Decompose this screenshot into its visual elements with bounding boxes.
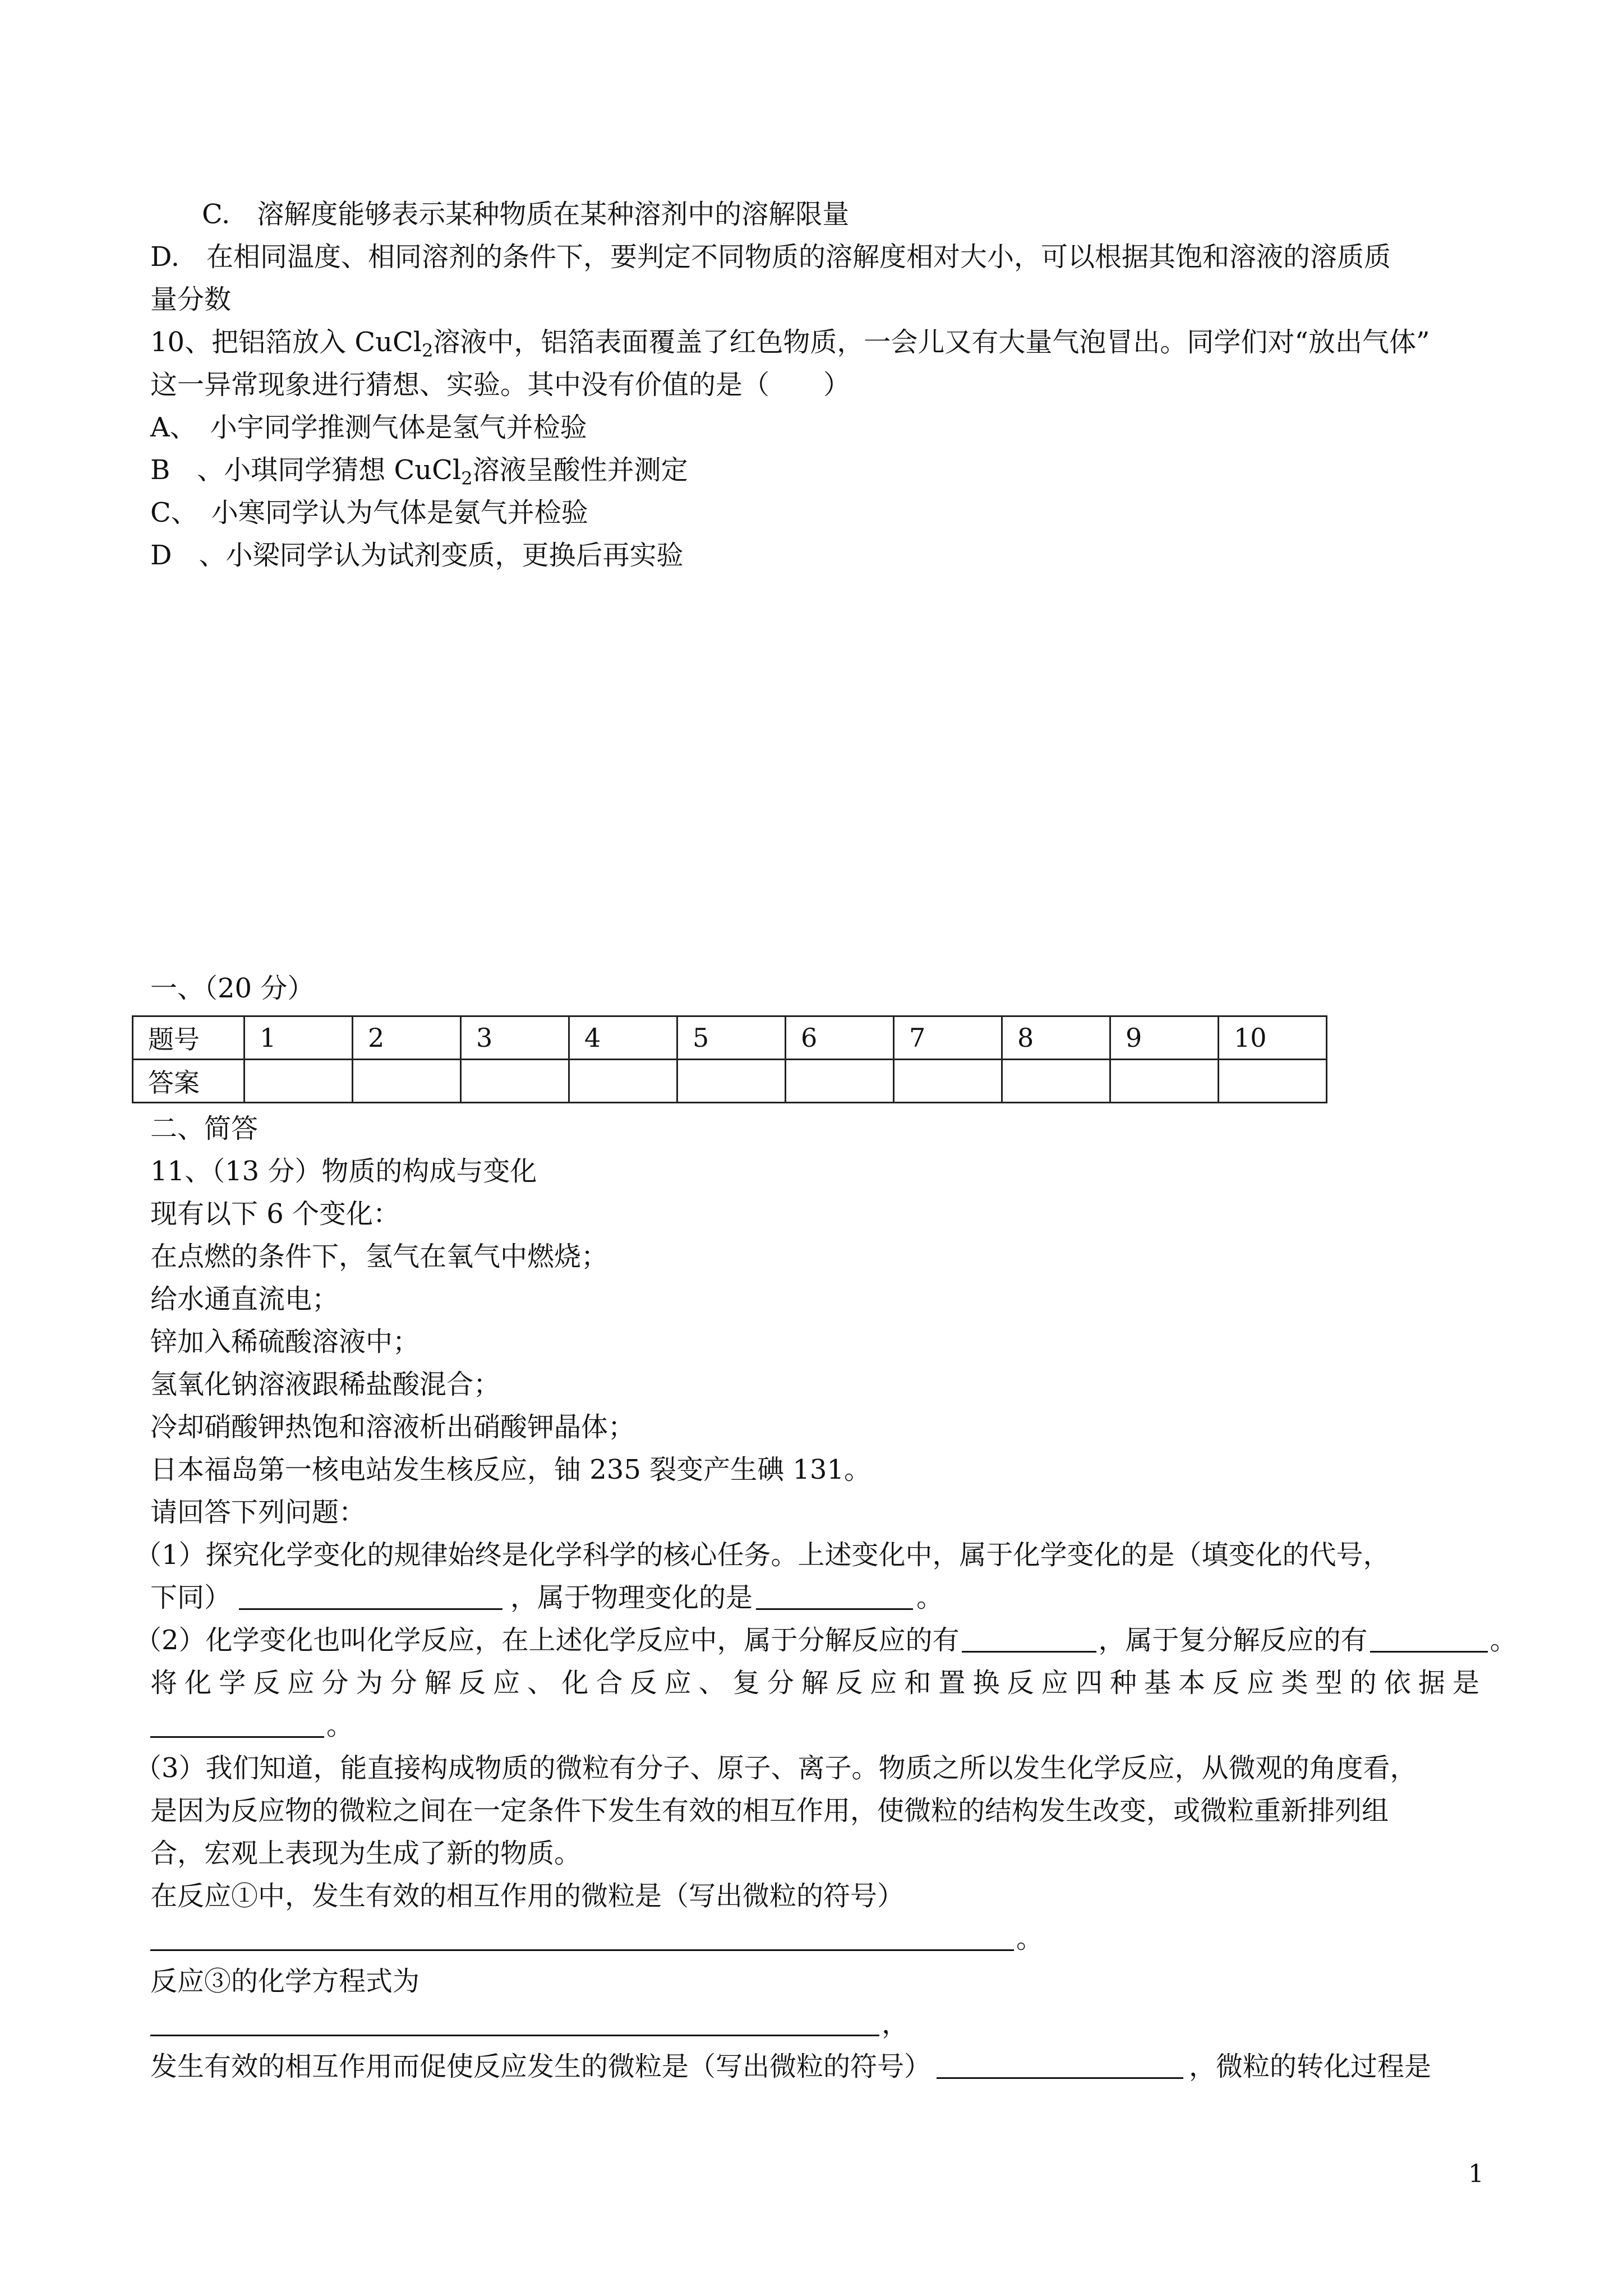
part1-line1: （1）探究化学变化的规律始终是化学科学的核心任务。上述变化中，属于化学变化的是（填变化的代号， <box>135 1539 1390 1571</box>
q9-option-c: C. 溶解度能够表示某种物质在某种溶剂中的溶解限量 <box>202 199 850 230</box>
page-number: 1 <box>1468 2160 1484 2188</box>
answer-table <box>132 1015 1327 1103</box>
q10-stem-line2: 这一异常现象进行猜想、实验。其中没有价值的是（ ） <box>150 369 851 401</box>
part3-line1: （3）我们知道，能直接构成物质的微粒有分子、原子、离子。物质之所以发生化学反应，从微观的角度看， <box>135 1752 1417 1784</box>
part3-line3: 合，宏观上表现为生成了新的物质。 <box>150 1838 582 1869</box>
change-item: 在点燃的条件下，氢气在氧气中燃烧； <box>150 1241 608 1272</box>
col-number: 1 <box>245 1016 353 1060</box>
q10-stem-line1: 10、把铝箔放入 CuCl$_2$溶液中，铝箔表面覆盖了红色物质，一会儿又有大量气泡冒出。同学们对“放出气体” <box>150 326 1430 361</box>
part3-line2: 是因为反应物的微粒之间在一定条件下发生有效的相互作用，使微粒的结构发生改变，或微粒重新排列组 <box>150 1795 1389 1826</box>
part2-line2: 将化学反应分为分解反应、化合反应、复分解反应和置换反应四种基本反应类型的依据是 <box>150 1667 1479 1699</box>
change-item: 锌加入稀硫酸溶液中； <box>150 1326 420 1358</box>
table-row-answers <box>133 1060 1327 1103</box>
answer-cell[interactable] <box>461 1060 569 1103</box>
section2-heading: 二、简答 <box>150 1113 259 1144</box>
answer-blank[interactable] <box>937 2051 1183 2079</box>
q11-intro: 现有以下 6 个变化： <box>150 1198 400 1230</box>
col-number: 3 <box>461 1016 569 1060</box>
answer-blank[interactable] <box>756 1582 913 1610</box>
reaction1-answer-line: 。 <box>150 1922 1496 1955</box>
answer-blank[interactable] <box>1370 1625 1488 1653</box>
row-label-answer: 答案 <box>133 1060 245 1103</box>
part2-line3: 。 <box>150 1709 1496 1742</box>
col-number: 4 <box>569 1016 677 1060</box>
col-number: 9 <box>1110 1016 1219 1060</box>
answer-cell[interactable] <box>1219 1060 1327 1103</box>
col-number: 5 <box>677 1016 786 1060</box>
part1-line2: 下同） ，属于物理变化的是 。 <box>150 1582 944 1613</box>
change-item: 冷却硝酸钾热饱和溶液析出硝酸钾晶体； <box>150 1411 635 1443</box>
part2-line1: （2）化学变化也叫化学反应，在上述化学反应中，属于分解反应的有 ，属于复分解反应的有 。 <box>135 1625 1517 1656</box>
row-label-number: 题号 <box>133 1016 245 1060</box>
q11-heading: 11、（13 分）物质的构成与变化 <box>150 1156 537 1187</box>
answer-cell[interactable] <box>894 1060 1002 1103</box>
col-number: 8 <box>1002 1016 1110 1060</box>
answer-cell[interactable] <box>245 1060 353 1103</box>
answer-blank[interactable] <box>962 1625 1096 1653</box>
answer-cell[interactable] <box>1002 1060 1110 1103</box>
q10-option-d: D 、小梁同学认为试剂变质，更换后再实验 <box>150 540 684 571</box>
last-question-line: 发生有效的相互作用而促使反应发生的微粒是（写出微粒的符号） ，微粒的转化过程是 <box>150 2051 1432 2082</box>
answer-cell[interactable] <box>569 1060 677 1103</box>
answer-blank[interactable] <box>150 1710 324 1738</box>
answer-blank[interactable] <box>239 1582 502 1610</box>
q9-option-d-line1: D. 在相同温度、相同溶剂的条件下，要判定不同物质的溶解度相对大小，可以根据其饱和溶液的溶质质 <box>150 241 1391 273</box>
col-number: 6 <box>786 1016 894 1060</box>
answer-blank[interactable] <box>150 1924 1014 1951</box>
change-item: 日本福岛第一核电站发生核反应，铀 235 裂变产生碘 131。 <box>150 1454 872 1485</box>
answer-cell[interactable] <box>1110 1060 1219 1103</box>
table-row-numbers <box>133 1016 1327 1060</box>
reaction3-answer-line: ， <box>150 2007 1496 2041</box>
questions-prompt: 请回答下列问题： <box>150 1497 366 1528</box>
reaction3-prompt: 反应③的化学方程式为 <box>150 1966 420 1997</box>
change-item: 氢氧化钠溶液跟稀盐酸混合； <box>150 1369 501 1400</box>
answer-cell[interactable] <box>677 1060 786 1103</box>
answer-cell[interactable] <box>353 1060 461 1103</box>
q10-option-b: B 、小琪同学猜想 CuCl$_2$溶液呈酸性并测定 <box>150 454 688 489</box>
col-number: 2 <box>353 1016 461 1060</box>
q10-option-a: A、 小宇同学推测气体是氢气并检验 <box>150 412 587 443</box>
answer-blank[interactable] <box>150 2009 879 2036</box>
col-number: 10 <box>1219 1016 1327 1060</box>
q10-option-c: C、 小寒同学认为气体是氨气并检验 <box>150 497 588 528</box>
change-item: 给水通直流电； <box>150 1283 339 1315</box>
reaction1-prompt: 在反应①中，发生有效的相互作用的微粒是（写出微粒的符号） <box>150 1880 905 1912</box>
q9-option-d-line2: 量分数 <box>150 284 232 315</box>
answer-cell[interactable] <box>786 1060 894 1103</box>
col-number: 7 <box>894 1016 1002 1060</box>
section1-heading: 一、（20 分） <box>150 973 315 1004</box>
